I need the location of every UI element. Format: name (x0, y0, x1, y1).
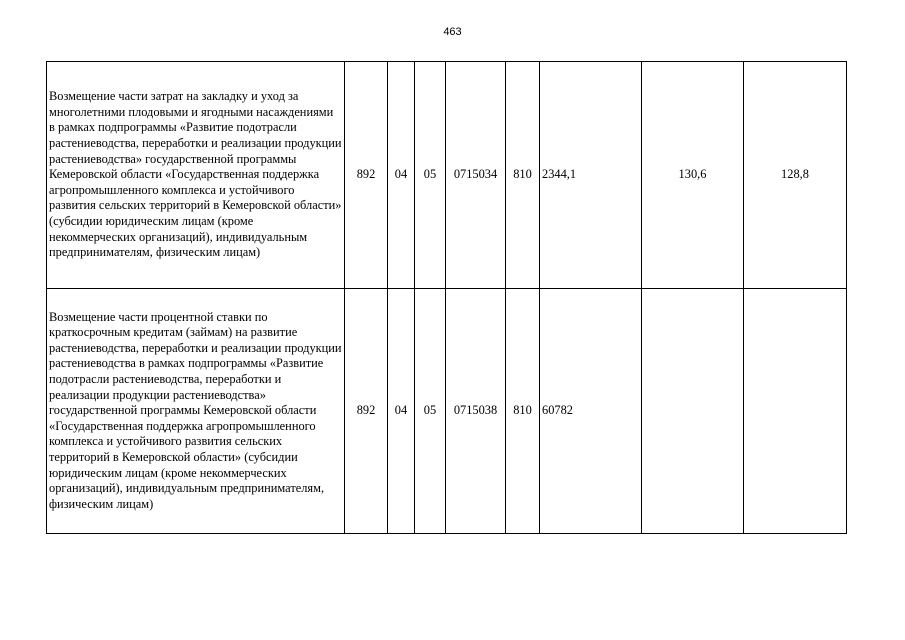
amount-2: 130,6 (642, 62, 744, 289)
subsection-code: 05 (415, 62, 446, 289)
ministry-code: 892 (345, 289, 388, 534)
amount-3 (744, 289, 847, 534)
expense-type-code: 810 (506, 62, 540, 289)
row-description: Возмещение части затрат на закладку и уход за многолетними плодовыми и ягодными насаждениями в рамках подпрограммы «Развитие подотрасли растениеводства, переработки и реализации продукции растениеводства» государственной программы Кемеровской области «Государственная поддержка агропромышленного комплекса и устойчивого развития сельских территорий в Кемеровской области» (субсидии юридическим лицам (кроме некоммерческих организаций), индивидуальным предпринимателям, физическим лицам) (47, 62, 345, 289)
section-code: 04 (388, 289, 415, 534)
page-number: 463 (443, 26, 462, 38)
table-row (47, 289, 847, 534)
target-article-code: 0715034 (446, 62, 506, 289)
target-article-code: 0715038 (446, 289, 506, 534)
expense-type-code: 810 (506, 289, 540, 534)
amount-2 (642, 289, 744, 534)
table-row (47, 62, 847, 289)
amount-1: 2344,1 (540, 62, 642, 289)
amount-3: 128,8 (744, 62, 847, 289)
budget-table (46, 61, 847, 534)
section-code: 04 (388, 62, 415, 289)
row-description: Возмещение части процентной ставки по краткосрочным кредитам (займам) на развитие растениеводства, переработки и реализации продукции растениеводства в рамках подпрограммы «Развитие подотрасли растениеводства, переработки и реализации продукции растениеводства» государственной программы Кемеровской области «Государственная поддержка агропромышленного комплекса и устойчивого развития сельских территорий в Кемеровской области» (субсидии юридическим лицам (кроме некоммерческих организаций), индивидуальным предпринимателям, физическим лицам) (47, 289, 345, 534)
subsection-code: 05 (415, 289, 446, 534)
ministry-code: 892 (345, 62, 388, 289)
amount-1: 60782 (540, 289, 642, 534)
